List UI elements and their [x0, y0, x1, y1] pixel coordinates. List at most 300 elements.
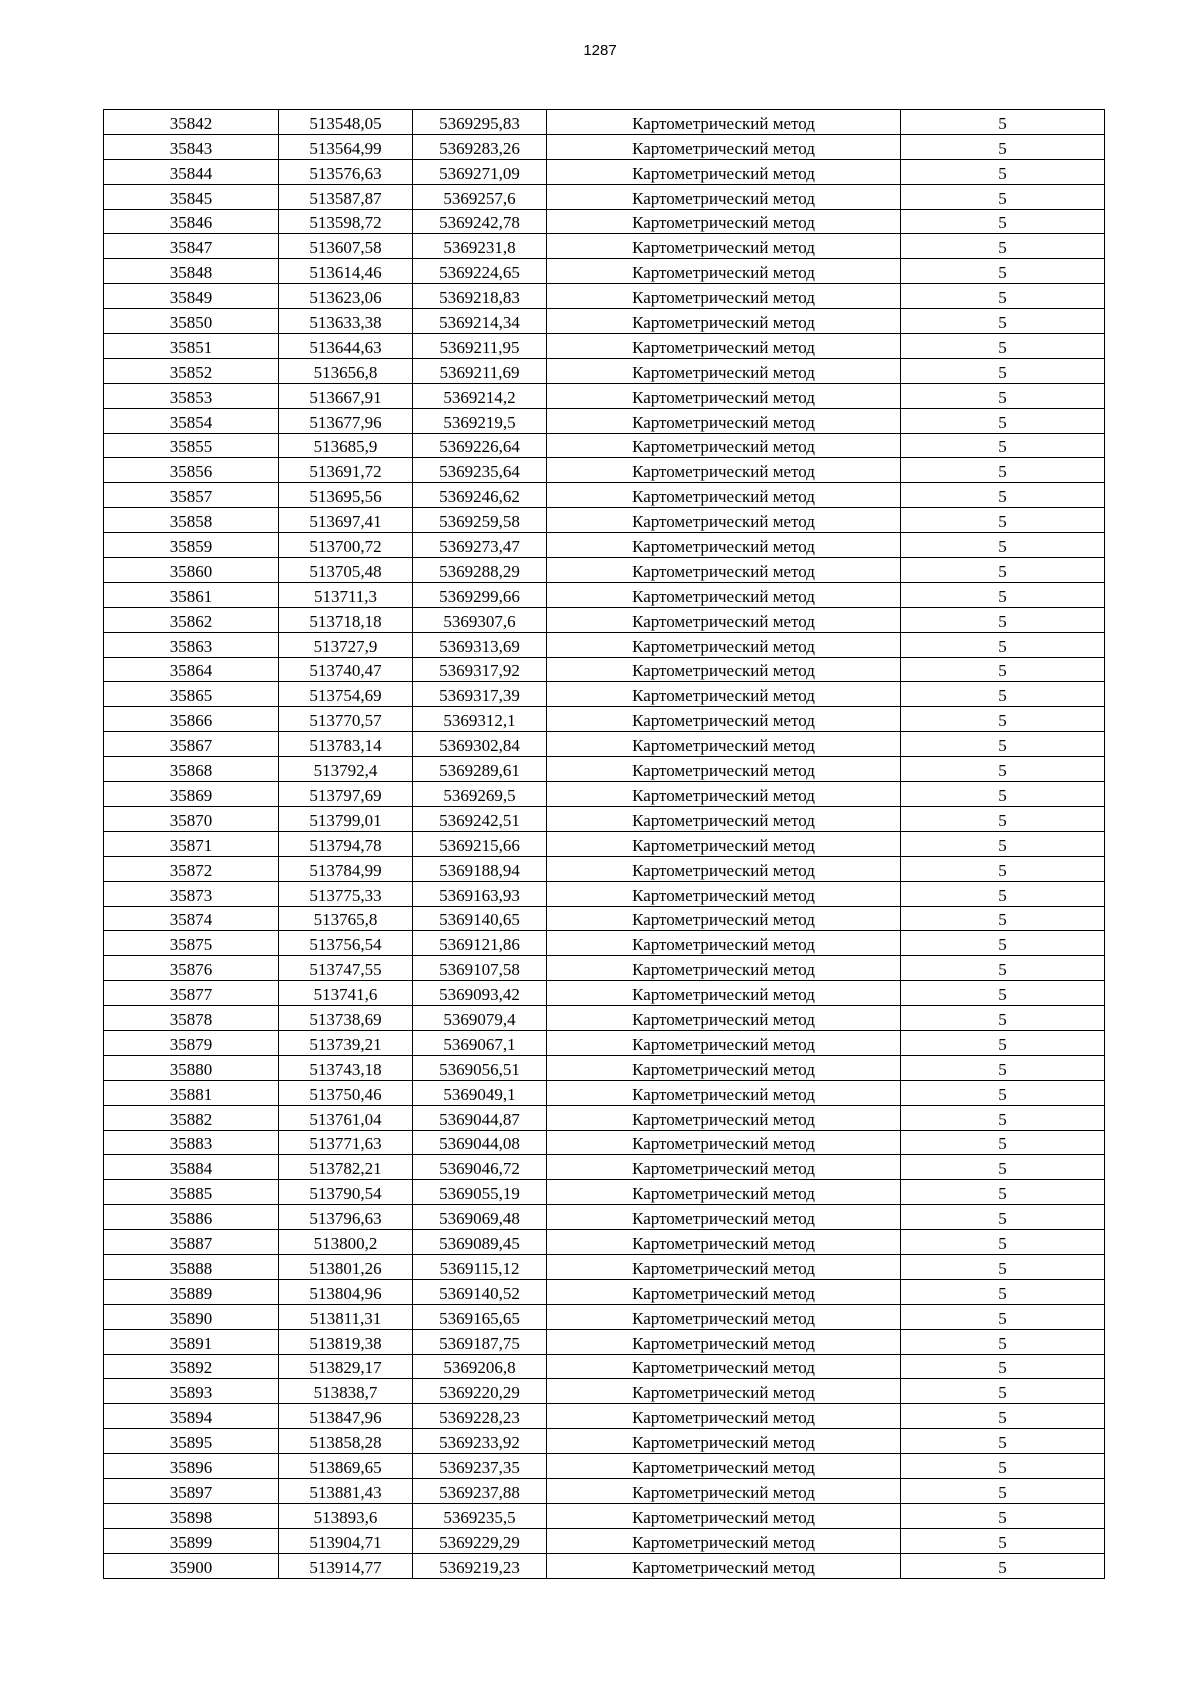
x-coordinate-cell: 513750,46	[279, 1080, 413, 1105]
table-row	[104, 259, 1105, 284]
point-number-cell: 35842	[104, 110, 279, 135]
x-coordinate-cell: 513893,6	[279, 1503, 413, 1528]
x-coordinate-cell: 513644,63	[279, 334, 413, 359]
accuracy-cell: 5	[901, 234, 1105, 259]
x-coordinate-cell: 513904,71	[279, 1528, 413, 1553]
method-cell: Картометрический метод	[547, 856, 901, 881]
point-number-cell: 35874	[104, 906, 279, 931]
y-coordinate-cell: 5369211,69	[413, 358, 547, 383]
x-coordinate-cell: 513743,18	[279, 1055, 413, 1080]
point-number-cell: 35881	[104, 1080, 279, 1105]
method-cell: Картометрический метод	[547, 981, 901, 1006]
accuracy-cell: 5	[901, 632, 1105, 657]
table-row	[104, 1055, 1105, 1080]
accuracy-cell: 5	[901, 931, 1105, 956]
method-cell: Картометрический метод	[547, 309, 901, 334]
point-number-cell: 35844	[104, 159, 279, 184]
y-coordinate-cell: 5369140,65	[413, 906, 547, 931]
x-coordinate-cell: 513697,41	[279, 508, 413, 533]
table-row	[104, 134, 1105, 159]
accuracy-cell: 5	[901, 433, 1105, 458]
accuracy-cell: 5	[901, 806, 1105, 831]
point-number-cell: 35892	[104, 1354, 279, 1379]
table-row	[104, 981, 1105, 1006]
y-coordinate-cell: 5369307,6	[413, 607, 547, 632]
table-row	[104, 234, 1105, 259]
table-row	[104, 558, 1105, 583]
table-row	[104, 732, 1105, 757]
y-coordinate-cell: 5369295,83	[413, 110, 547, 135]
point-number-cell: 35846	[104, 209, 279, 234]
y-coordinate-cell: 5369218,83	[413, 284, 547, 309]
x-coordinate-cell: 513782,21	[279, 1155, 413, 1180]
point-number-cell: 35899	[104, 1528, 279, 1553]
point-number-cell: 35854	[104, 408, 279, 433]
method-cell: Картометрический метод	[547, 558, 901, 583]
x-coordinate-cell: 513564,99	[279, 134, 413, 159]
method-cell: Картометрический метод	[547, 1180, 901, 1205]
table-row	[104, 1006, 1105, 1031]
y-coordinate-cell: 5369229,29	[413, 1528, 547, 1553]
point-number-cell: 35872	[104, 856, 279, 881]
x-coordinate-cell: 513691,72	[279, 458, 413, 483]
y-coordinate-cell: 5369056,51	[413, 1055, 547, 1080]
accuracy-cell: 5	[901, 483, 1105, 508]
table-row	[104, 1304, 1105, 1329]
method-cell: Картометрический метод	[547, 1130, 901, 1155]
x-coordinate-cell: 513677,96	[279, 408, 413, 433]
x-coordinate-cell: 513623,06	[279, 284, 413, 309]
method-cell: Картометрический метод	[547, 110, 901, 135]
table-row	[104, 1254, 1105, 1279]
accuracy-cell: 5	[901, 259, 1105, 284]
y-coordinate-cell: 5369165,65	[413, 1304, 547, 1329]
point-number-cell: 35869	[104, 782, 279, 807]
point-number-cell: 35849	[104, 284, 279, 309]
accuracy-cell: 5	[901, 757, 1105, 782]
x-coordinate-cell: 513739,21	[279, 1030, 413, 1055]
method-cell: Картометрический метод	[547, 1404, 901, 1429]
accuracy-cell: 5	[901, 284, 1105, 309]
y-coordinate-cell: 5369107,58	[413, 956, 547, 981]
method-cell: Картометрический метод	[547, 358, 901, 383]
accuracy-cell: 5	[901, 1429, 1105, 1454]
x-coordinate-cell: 513738,69	[279, 1006, 413, 1031]
point-number-cell: 35859	[104, 533, 279, 558]
y-coordinate-cell: 5369093,42	[413, 981, 547, 1006]
table-row	[104, 632, 1105, 657]
point-number-cell: 35871	[104, 831, 279, 856]
method-cell: Картометрический метод	[547, 782, 901, 807]
method-cell: Картометрический метод	[547, 906, 901, 931]
x-coordinate-cell: 513792,4	[279, 757, 413, 782]
x-coordinate-cell: 513741,6	[279, 981, 413, 1006]
accuracy-cell: 5	[901, 1180, 1105, 1205]
point-number-cell: 35843	[104, 134, 279, 159]
accuracy-cell: 5	[901, 1404, 1105, 1429]
table-row	[104, 1404, 1105, 1429]
method-cell: Картометрический метод	[547, 209, 901, 234]
y-coordinate-cell: 5369214,2	[413, 383, 547, 408]
point-number-cell: 35855	[104, 433, 279, 458]
point-number-cell: 35897	[104, 1478, 279, 1503]
accuracy-cell: 5	[901, 607, 1105, 632]
method-cell: Картометрический метод	[547, 1030, 901, 1055]
point-number-cell: 35858	[104, 508, 279, 533]
table-row	[104, 358, 1105, 383]
accuracy-cell: 5	[901, 1304, 1105, 1329]
method-cell: Картометрический метод	[547, 757, 901, 782]
y-coordinate-cell: 5369220,29	[413, 1379, 547, 1404]
table-row	[104, 956, 1105, 981]
point-number-cell: 35864	[104, 657, 279, 682]
table-row	[104, 458, 1105, 483]
point-number-cell: 35848	[104, 259, 279, 284]
table-row	[104, 1105, 1105, 1130]
method-cell: Картометрический метод	[547, 1155, 901, 1180]
table-row	[104, 334, 1105, 359]
table-row	[104, 1454, 1105, 1479]
table-row	[104, 1030, 1105, 1055]
y-coordinate-cell: 5369233,92	[413, 1429, 547, 1454]
table-row	[104, 408, 1105, 433]
method-cell: Картометрический метод	[547, 1080, 901, 1105]
table-row	[104, 682, 1105, 707]
table-row	[104, 508, 1105, 533]
point-number-cell: 35896	[104, 1454, 279, 1479]
accuracy-cell: 5	[901, 408, 1105, 433]
method-cell: Картометрический метод	[547, 383, 901, 408]
method-cell: Картометрический метод	[547, 1105, 901, 1130]
point-number-cell: 35888	[104, 1254, 279, 1279]
y-coordinate-cell: 5369299,66	[413, 582, 547, 607]
x-coordinate-cell: 513685,9	[279, 433, 413, 458]
table-row	[104, 1503, 1105, 1528]
table-row	[104, 582, 1105, 607]
table-row	[104, 1553, 1105, 1578]
y-coordinate-cell: 5369289,61	[413, 757, 547, 782]
y-coordinate-cell: 5369206,8	[413, 1354, 547, 1379]
method-cell: Картометрический метод	[547, 1354, 901, 1379]
coordinates-table	[103, 109, 1105, 1579]
y-coordinate-cell: 5369224,65	[413, 259, 547, 284]
method-cell: Картометрический метод	[547, 931, 901, 956]
x-coordinate-cell: 513869,65	[279, 1454, 413, 1479]
method-cell: Картометрический метод	[547, 607, 901, 632]
y-coordinate-cell: 5369273,47	[413, 533, 547, 558]
point-number-cell: 35882	[104, 1105, 279, 1130]
table-row	[104, 383, 1105, 408]
y-coordinate-cell: 5369211,95	[413, 334, 547, 359]
method-cell: Картометрический метод	[547, 682, 901, 707]
accuracy-cell: 5	[901, 1080, 1105, 1105]
x-coordinate-cell: 513804,96	[279, 1279, 413, 1304]
method-cell: Картометрический метод	[547, 956, 901, 981]
x-coordinate-cell: 513747,55	[279, 956, 413, 981]
method-cell: Картометрический метод	[547, 1254, 901, 1279]
point-number-cell: 35847	[104, 234, 279, 259]
accuracy-cell: 5	[901, 508, 1105, 533]
point-number-cell: 35890	[104, 1304, 279, 1329]
x-coordinate-cell: 513811,31	[279, 1304, 413, 1329]
x-coordinate-cell: 513718,18	[279, 607, 413, 632]
accuracy-cell: 5	[901, 881, 1105, 906]
accuracy-cell: 5	[901, 782, 1105, 807]
y-coordinate-cell: 5369235,64	[413, 458, 547, 483]
y-coordinate-cell: 5369069,48	[413, 1205, 547, 1230]
accuracy-cell: 5	[901, 1478, 1105, 1503]
x-coordinate-cell: 513800,2	[279, 1230, 413, 1255]
point-number-cell: 35894	[104, 1404, 279, 1429]
table-row	[104, 1230, 1105, 1255]
x-coordinate-cell: 513711,3	[279, 582, 413, 607]
point-number-cell: 35861	[104, 582, 279, 607]
accuracy-cell: 5	[901, 1503, 1105, 1528]
method-cell: Картометрический метод	[547, 732, 901, 757]
y-coordinate-cell: 5369049,1	[413, 1080, 547, 1105]
accuracy-cell: 5	[901, 582, 1105, 607]
accuracy-cell: 5	[901, 1354, 1105, 1379]
method-cell: Картометрический метод	[547, 284, 901, 309]
table-row	[104, 906, 1105, 931]
accuracy-cell: 5	[901, 707, 1105, 732]
y-coordinate-cell: 5369115,12	[413, 1254, 547, 1279]
point-number-cell: 35900	[104, 1553, 279, 1578]
table-row	[104, 607, 1105, 632]
accuracy-cell: 5	[901, 1006, 1105, 1031]
accuracy-cell: 5	[901, 1230, 1105, 1255]
x-coordinate-cell: 513656,8	[279, 358, 413, 383]
y-coordinate-cell: 5369055,19	[413, 1180, 547, 1205]
method-cell: Картометрический метод	[547, 1528, 901, 1553]
accuracy-cell: 5	[901, 134, 1105, 159]
table-row	[104, 309, 1105, 334]
y-coordinate-cell: 5369214,34	[413, 309, 547, 334]
page-number: 1287	[583, 42, 617, 59]
accuracy-cell: 5	[901, 1254, 1105, 1279]
point-number-cell: 35857	[104, 483, 279, 508]
y-coordinate-cell: 5369269,5	[413, 782, 547, 807]
table-row	[104, 1279, 1105, 1304]
x-coordinate-cell: 513801,26	[279, 1254, 413, 1279]
table-row	[104, 1379, 1105, 1404]
accuracy-cell: 5	[901, 209, 1105, 234]
table-row	[104, 657, 1105, 682]
x-coordinate-cell: 513700,72	[279, 533, 413, 558]
y-coordinate-cell: 5369044,08	[413, 1130, 547, 1155]
table-row	[104, 433, 1105, 458]
point-number-cell: 35876	[104, 956, 279, 981]
x-coordinate-cell: 513633,38	[279, 309, 413, 334]
method-cell: Картометрический метод	[547, 1279, 901, 1304]
x-coordinate-cell: 513770,57	[279, 707, 413, 732]
method-cell: Картометрический метод	[547, 632, 901, 657]
point-number-cell: 35883	[104, 1130, 279, 1155]
table-row	[104, 1155, 1105, 1180]
method-cell: Картометрический метод	[547, 134, 901, 159]
accuracy-cell: 5	[901, 856, 1105, 881]
method-cell: Картометрический метод	[547, 483, 901, 508]
accuracy-cell: 5	[901, 334, 1105, 359]
method-cell: Картометрический метод	[547, 657, 901, 682]
x-coordinate-cell: 513784,99	[279, 856, 413, 881]
y-coordinate-cell: 5369242,78	[413, 209, 547, 234]
point-number-cell: 35885	[104, 1180, 279, 1205]
x-coordinate-cell: 513754,69	[279, 682, 413, 707]
y-coordinate-cell: 5369219,5	[413, 408, 547, 433]
accuracy-cell: 5	[901, 458, 1105, 483]
x-coordinate-cell: 513695,56	[279, 483, 413, 508]
table-row	[104, 483, 1105, 508]
method-cell: Картометрический метод	[547, 1304, 901, 1329]
x-coordinate-cell: 513761,04	[279, 1105, 413, 1130]
method-cell: Картометрический метод	[547, 408, 901, 433]
accuracy-cell: 5	[901, 1379, 1105, 1404]
point-number-cell: 35850	[104, 309, 279, 334]
x-coordinate-cell: 513797,69	[279, 782, 413, 807]
point-number-cell: 35887	[104, 1230, 279, 1255]
y-coordinate-cell: 5369242,51	[413, 806, 547, 831]
table-row	[104, 284, 1105, 309]
x-coordinate-cell: 513727,9	[279, 632, 413, 657]
x-coordinate-cell: 513794,78	[279, 831, 413, 856]
table-row	[104, 782, 1105, 807]
method-cell: Картометрический метод	[547, 458, 901, 483]
accuracy-cell: 5	[901, 1130, 1105, 1155]
accuracy-cell: 5	[901, 383, 1105, 408]
point-number-cell: 35866	[104, 707, 279, 732]
point-number-cell: 35875	[104, 931, 279, 956]
accuracy-cell: 5	[901, 1454, 1105, 1479]
accuracy-cell: 5	[901, 1279, 1105, 1304]
y-coordinate-cell: 5369046,72	[413, 1155, 547, 1180]
table-row	[104, 707, 1105, 732]
accuracy-cell: 5	[901, 309, 1105, 334]
y-coordinate-cell: 5369288,29	[413, 558, 547, 583]
point-number-cell: 35879	[104, 1030, 279, 1055]
x-coordinate-cell: 513587,87	[279, 184, 413, 209]
table-row	[104, 209, 1105, 234]
y-coordinate-cell: 5369312,1	[413, 707, 547, 732]
y-coordinate-cell: 5369237,35	[413, 1454, 547, 1479]
point-number-cell: 35886	[104, 1205, 279, 1230]
table-row	[104, 110, 1105, 135]
table-row	[104, 881, 1105, 906]
table-row	[104, 1130, 1105, 1155]
x-coordinate-cell: 513607,58	[279, 234, 413, 259]
y-coordinate-cell: 5369226,64	[413, 433, 547, 458]
y-coordinate-cell: 5369302,84	[413, 732, 547, 757]
x-coordinate-cell: 513847,96	[279, 1404, 413, 1429]
table-row	[104, 533, 1105, 558]
coordinates-table-body	[104, 110, 1105, 1579]
method-cell: Картометрический метод	[547, 259, 901, 284]
point-number-cell: 35891	[104, 1329, 279, 1354]
y-coordinate-cell: 5369188,94	[413, 856, 547, 881]
accuracy-cell: 5	[901, 906, 1105, 931]
y-coordinate-cell: 5369219,23	[413, 1553, 547, 1578]
method-cell: Картометрический метод	[547, 881, 901, 906]
method-cell: Картометрический метод	[547, 1429, 901, 1454]
y-coordinate-cell: 5369313,69	[413, 632, 547, 657]
table-row	[104, 1354, 1105, 1379]
method-cell: Картометрический метод	[547, 184, 901, 209]
accuracy-cell: 5	[901, 159, 1105, 184]
accuracy-cell: 5	[901, 1205, 1105, 1230]
point-number-cell: 35870	[104, 806, 279, 831]
table-row	[104, 1528, 1105, 1553]
method-cell: Картометрический метод	[547, 508, 901, 533]
x-coordinate-cell: 513914,77	[279, 1553, 413, 1578]
y-coordinate-cell: 5369140,52	[413, 1279, 547, 1304]
x-coordinate-cell: 513598,72	[279, 209, 413, 234]
method-cell: Картометрический метод	[547, 806, 901, 831]
x-coordinate-cell: 513819,38	[279, 1329, 413, 1354]
x-coordinate-cell: 513765,8	[279, 906, 413, 931]
accuracy-cell: 5	[901, 1155, 1105, 1180]
method-cell: Картометрический метод	[547, 582, 901, 607]
y-coordinate-cell: 5369246,62	[413, 483, 547, 508]
point-number-cell: 35845	[104, 184, 279, 209]
y-coordinate-cell: 5369067,1	[413, 1030, 547, 1055]
y-coordinate-cell: 5369231,8	[413, 234, 547, 259]
method-cell: Картометрический метод	[547, 1329, 901, 1354]
y-coordinate-cell: 5369235,5	[413, 1503, 547, 1528]
y-coordinate-cell: 5369121,86	[413, 931, 547, 956]
y-coordinate-cell: 5369271,09	[413, 159, 547, 184]
method-cell: Картометрический метод	[547, 1503, 901, 1528]
x-coordinate-cell: 513881,43	[279, 1478, 413, 1503]
y-coordinate-cell: 5369079,4	[413, 1006, 547, 1031]
accuracy-cell: 5	[901, 981, 1105, 1006]
method-cell: Картометрический метод	[547, 1055, 901, 1080]
x-coordinate-cell: 513740,47	[279, 657, 413, 682]
x-coordinate-cell: 513858,28	[279, 1429, 413, 1454]
point-number-cell: 35853	[104, 383, 279, 408]
y-coordinate-cell: 5369259,58	[413, 508, 547, 533]
x-coordinate-cell: 513799,01	[279, 806, 413, 831]
method-cell: Картометрический метод	[547, 533, 901, 558]
x-coordinate-cell: 513756,54	[279, 931, 413, 956]
table-row	[104, 806, 1105, 831]
table-row	[104, 831, 1105, 856]
method-cell: Картометрический метод	[547, 159, 901, 184]
point-number-cell: 35878	[104, 1006, 279, 1031]
point-number-cell: 35860	[104, 558, 279, 583]
point-number-cell: 35862	[104, 607, 279, 632]
y-coordinate-cell: 5369257,6	[413, 184, 547, 209]
x-coordinate-cell: 513667,91	[279, 383, 413, 408]
table-row	[104, 931, 1105, 956]
y-coordinate-cell: 5369317,92	[413, 657, 547, 682]
method-cell: Картометрический метод	[547, 1454, 901, 1479]
method-cell: Картометрический метод	[547, 234, 901, 259]
method-cell: Картометрический метод	[547, 1553, 901, 1578]
y-coordinate-cell: 5369228,23	[413, 1404, 547, 1429]
accuracy-cell: 5	[901, 110, 1105, 135]
accuracy-cell: 5	[901, 956, 1105, 981]
accuracy-cell: 5	[901, 1055, 1105, 1080]
x-coordinate-cell: 513838,7	[279, 1379, 413, 1404]
x-coordinate-cell: 513796,63	[279, 1205, 413, 1230]
accuracy-cell: 5	[901, 1030, 1105, 1055]
point-number-cell: 35865	[104, 682, 279, 707]
point-number-cell: 35873	[104, 881, 279, 906]
method-cell: Картометрический метод	[547, 707, 901, 732]
accuracy-cell: 5	[901, 558, 1105, 583]
accuracy-cell: 5	[901, 831, 1105, 856]
method-cell: Картометрический метод	[547, 1478, 901, 1503]
